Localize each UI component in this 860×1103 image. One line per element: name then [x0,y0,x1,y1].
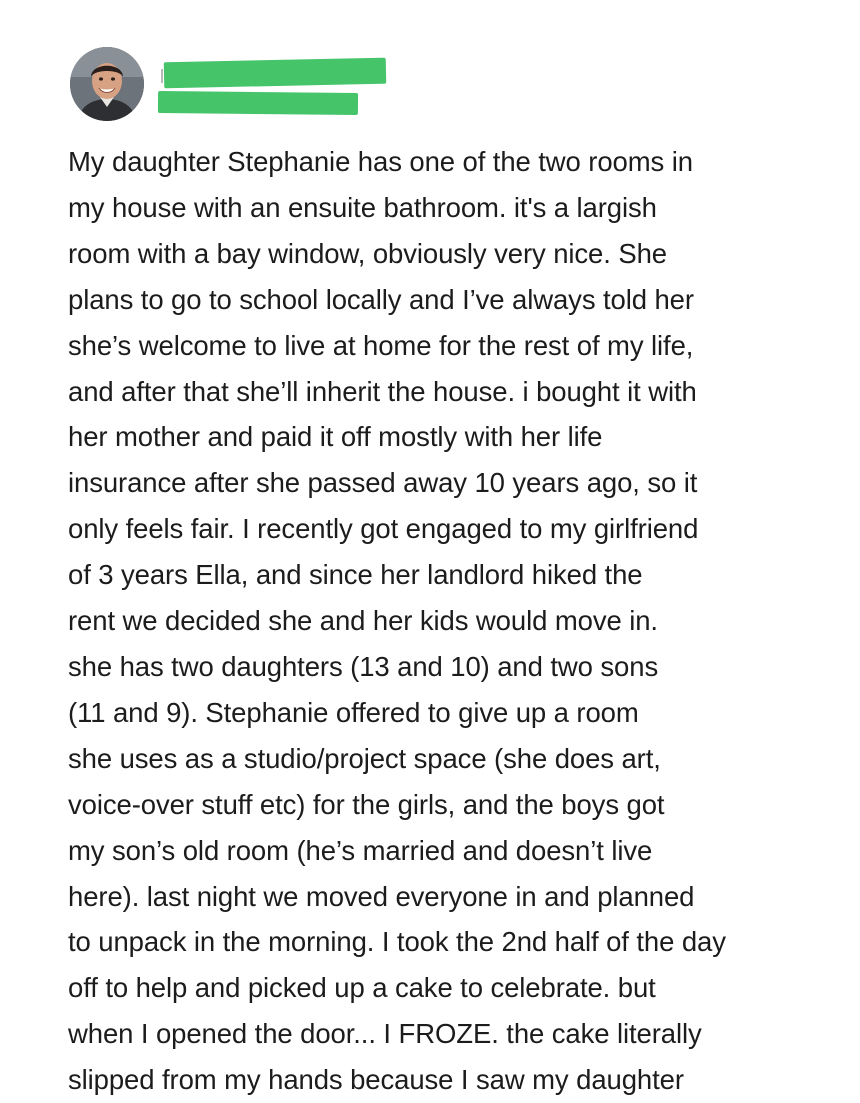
name-edge-mark [161,69,163,83]
post-header [70,47,400,123]
redacted-author-name [164,58,386,89]
post-body-text: My daughter Stephanie has one of the two rooms in my house with an ensuite bathroom. it's a largish room with a bay window, obviously very nice. She plans to go to school locally and I’ve always told her she’s welcome to live at home for the rest of my life, and after that she’ll inherit the house. i bought it with her mother and paid it off mostly with her life insurance after she passed away 10 years ago, so it only feels fair. I recently got engaged to my girlfriend of 3 years Ella, and since her landlord hiked the rent we decided she and her kids would move in. she has two daughters (13 and 10) and two sons (11 and 9). Stephanie offered to give up a room she uses as a studio/project space (she does art, voice-over stuff etc) for the girls, and the boys got my son’s old room (he’s married and doesn’t live here). last night we moved everyone in and planned to unpack in the morning. I took the 2nd half of the day off to help and picked up a cake to celebrate. but when I opened the door... I FROZE. the cake literally slipped from my hands because I saw my daughter [68,146,726,1096]
person-avatar-icon [70,47,144,121]
redacted-author-handle [158,91,358,115]
author-avatar[interactable] [70,47,144,121]
